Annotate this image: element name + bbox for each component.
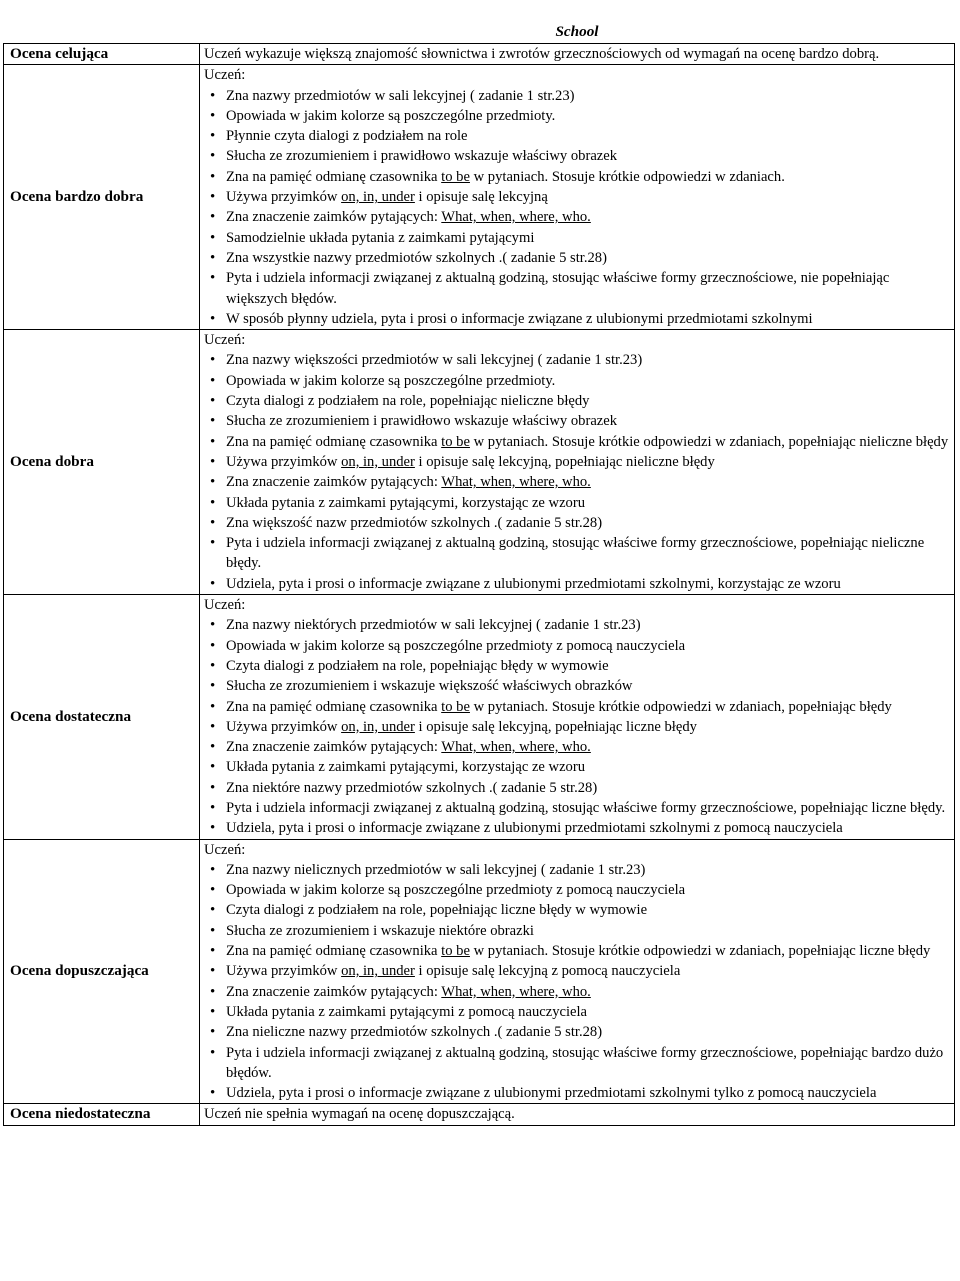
requirement-item: • Pyta i udziela informacji związanej z aktualną godziną, stosując właściwe formy grzecznościowe, popełniając nieliczne błędy. — [204, 533, 950, 574]
underlined-term: What, when, where, who. — [441, 739, 591, 756]
requirement-item: • W sposób płynny udziela, pyta i prosi o informacje związane z ulubionymi przedmiotami szkolnymi — [204, 309, 950, 329]
requirement-item: • Używa przyimków on, in, under i opisuje salę lekcyjną, popełniając nieliczne błędy — [204, 452, 950, 472]
requirement-item: • Zna znaczenie zaimków pytających: What, when, where, who. — [204, 737, 950, 757]
table-header-row — [4, 21, 955, 44]
underlined-term: on, in, under — [341, 189, 415, 206]
requirements-list — [204, 350, 950, 594]
requirement-item: • Układa pytania z zaimkami pytającymi z pomocą nauczyciela — [204, 1002, 950, 1022]
requirement-item: • Zna nazwy większości przedmiotów w sali lekcyjnej ( zadanie 1 str.23) — [204, 350, 950, 370]
grade-row — [4, 1104, 955, 1125]
requirement-item: • Opowiada w jakim kolorze są poszczególne przedmioty z pomocą nauczyciela — [204, 880, 950, 900]
requirement-item: • Zna znaczenie zaimków pytających: What, when, where, who. — [204, 472, 950, 492]
requirement-item: • Udziela, pyta i prosi o informacje związane z ulubionymi przedmiotami szkolnymi tylko z pomocą nauczyciela — [204, 1083, 950, 1103]
requirement-item: • Słucha ze zrozumieniem i prawidłowo wskazuje właściwy obrazek — [204, 146, 950, 166]
requirement-item: • Zna większość nazw przedmiotów szkolnych .( zadanie 5 str.28) — [204, 513, 950, 533]
requirement-item: • Zna nieliczne nazwy przedmiotów szkolnych .( zadanie 5 str.28) — [204, 1022, 950, 1042]
requirement-item: • Pyta i udziela informacji związanej z aktualną godziną, stosując właściwe formy grzecznościowe, nie popełniając większych błędów. — [204, 268, 950, 309]
grade-label: Ocena dobra — [4, 330, 200, 595]
requirements-cell — [200, 1104, 955, 1125]
table-body — [4, 44, 955, 1126]
requirement-item: • Używa przyimków on, in, under i opisuje salę lekcyjną — [204, 187, 950, 207]
requirement-item: • Opowiada w jakim kolorze są poszczególne przedmioty. — [204, 371, 950, 391]
requirement-item: • Pyta i udziela informacji związanej z aktualną godziną, stosując właściwe formy grzecznościowe, popełniając bardzo dużo błędów. — [204, 1043, 950, 1084]
requirements-cell — [200, 839, 955, 1104]
requirement-item: • Zna nazwy niektórych przedmiotów w sali lekcyjnej ( zadanie 1 str.23) — [204, 615, 950, 635]
underlined-term: What, when, where, who. — [441, 474, 591, 491]
grade-label: Ocena dostateczna — [4, 595, 200, 840]
requirement-item: • Zna niektóre nazwy przedmiotów szkolnych .( zadanie 5 str.28) — [204, 778, 950, 798]
grade-row — [4, 330, 955, 595]
requirement-item: • Samodzielnie układa pytania z zaimkami pytającymi — [204, 228, 950, 248]
requirement-item: • Zna na pamięć odmianę czasownika to be w pytaniach. Stosuje krótkie odpowiedzi w zdaniach, popełniając liczne błędy — [204, 941, 950, 961]
grade-label: Ocena celująca — [4, 44, 200, 65]
requirements-cell — [200, 330, 955, 595]
requirement-item: • Czyta dialogi z podziałem na role, popełniając nieliczne błędy — [204, 391, 950, 411]
requirement-item: • Udziela, pyta i prosi o informacje związane z ulubionymi przedmiotami szkolnymi, korzystając ze wzoru — [204, 574, 950, 594]
grade-row — [4, 44, 955, 65]
requirement-item: • Używa przyimków on, in, under i opisuje salę lekcyjną z pomocą nauczyciela — [204, 961, 950, 981]
requirement-item: • Zna nazwy nielicznych przedmiotów w sali lekcyjnej ( zadanie 1 str.23) — [204, 860, 950, 880]
requirement-item: • Zna nazwy przedmiotów w sali lekcyjnej ( zadanie 1 str.23) — [204, 86, 950, 106]
requirement-item: • Zna na pamięć odmianę czasownika to be w pytaniach. Stosuje krótkie odpowiedzi w zdaniach, popełniając błędy — [204, 697, 950, 717]
document-page — [3, 21, 955, 1126]
grade-label: Ocena niedostateczna — [4, 1104, 200, 1125]
requirement-item: • Słucha ze zrozumieniem i prawidłowo wskazuje właściwy obrazek — [204, 411, 950, 431]
requirement-item: • Czyta dialogi z podziałem na role, popełniając liczne błędy w wymowie — [204, 900, 950, 920]
underlined-term: What, when, where, who. — [441, 209, 591, 226]
requirement-item: • Zna na pamięć odmianę czasownika to be w pytaniach. Stosuje krótkie odpowiedzi w zdaniach. — [204, 167, 950, 187]
requirements-intro: Uczeń wykazuje większą znajomość słownictwa i zwrotów grzecznościowych od wymagań na ocenę bardzo dobrą. — [204, 46, 880, 62]
requirement-item: • Słucha ze zrozumieniem i wskazuje niektóre obrazki — [204, 921, 950, 941]
requirement-item: • Układa pytania z zaimkami pytającymi, korzystając ze wzoru — [204, 493, 950, 513]
school-header: School — [555, 23, 599, 40]
grade-row — [4, 65, 955, 330]
grade-label: Ocena bardzo dobra — [4, 65, 200, 330]
requirements-intro: Uczeń: — [204, 841, 246, 858]
requirement-item: • Zna znaczenie zaimków pytających: What, when, where, who. — [204, 207, 950, 227]
header-empty-cell — [4, 21, 200, 44]
requirement-item: • Zna na pamięć odmianę czasownika to be w pytaniach. Stosuje krótkie odpowiedzi w zdaniach, popełniając nieliczne błędy — [204, 432, 950, 452]
requirements-intro: Uczeń: — [204, 332, 246, 349]
requirements-list — [204, 615, 950, 838]
requirement-item: • Opowiada w jakim kolorze są poszczególne przedmioty z pomocą nauczyciela — [204, 636, 950, 656]
requirement-item: • Używa przyimków on, in, under i opisuje salę lekcyjną, popełniając liczne błędy — [204, 717, 950, 737]
requirements-cell — [200, 595, 955, 840]
underlined-term: to be — [441, 698, 470, 715]
requirement-item: • Słucha ze zrozumieniem i wskazuje większość właściwych obrazków — [204, 676, 950, 696]
requirement-item: • Zna znaczenie zaimków pytających: What, when, where, who. — [204, 982, 950, 1002]
grade-row — [4, 839, 955, 1104]
underlined-term: to be — [441, 168, 470, 185]
requirements-intro: Uczeń nie spełnia wymagań na ocenę dopuszczającą. — [204, 1106, 515, 1123]
requirements-intro: Uczeń: — [204, 67, 246, 84]
requirement-item: • Zna wszystkie nazwy przedmiotów szkolnych .( zadanie 5 str.28) — [204, 248, 950, 268]
grade-row — [4, 595, 955, 840]
requirements-intro: Uczeń: — [204, 597, 246, 614]
underlined-term: on, in, under — [341, 718, 415, 735]
requirement-item: • Układa pytania z zaimkami pytającymi, korzystając ze wzoru — [204, 757, 950, 777]
requirements-cell — [200, 65, 955, 330]
requirements-list — [204, 860, 950, 1104]
grading-table — [3, 21, 955, 1126]
underlined-term: to be — [441, 433, 470, 450]
requirements-list — [204, 86, 950, 330]
underlined-term: on, in, under — [341, 453, 415, 470]
underlined-term: What, when, where, who. — [441, 983, 591, 1000]
underlined-term: to be — [441, 943, 470, 960]
underlined-term: on, in, under — [341, 963, 415, 980]
requirements-cell — [200, 44, 955, 65]
requirement-item: • Pyta i udziela informacji związanej z aktualną godziną, stosując właściwe formy grzecznościowe, popełniając liczne błędy. — [204, 798, 950, 818]
requirement-item: • Czyta dialogi z podziałem na role, popełniając błędy w wymowie — [204, 656, 950, 676]
requirement-item: • Udziela, pyta i prosi o informacje związane z ulubionymi przedmiotami szkolnymi z pomocą nauczyciela — [204, 818, 950, 838]
requirement-item: • Płynnie czyta dialogi z podziałem na role — [204, 126, 950, 146]
grade-label: Ocena dopuszczająca — [4, 839, 200, 1104]
requirement-item: • Opowiada w jakim kolorze są poszczególne przedmioty. — [204, 106, 950, 126]
